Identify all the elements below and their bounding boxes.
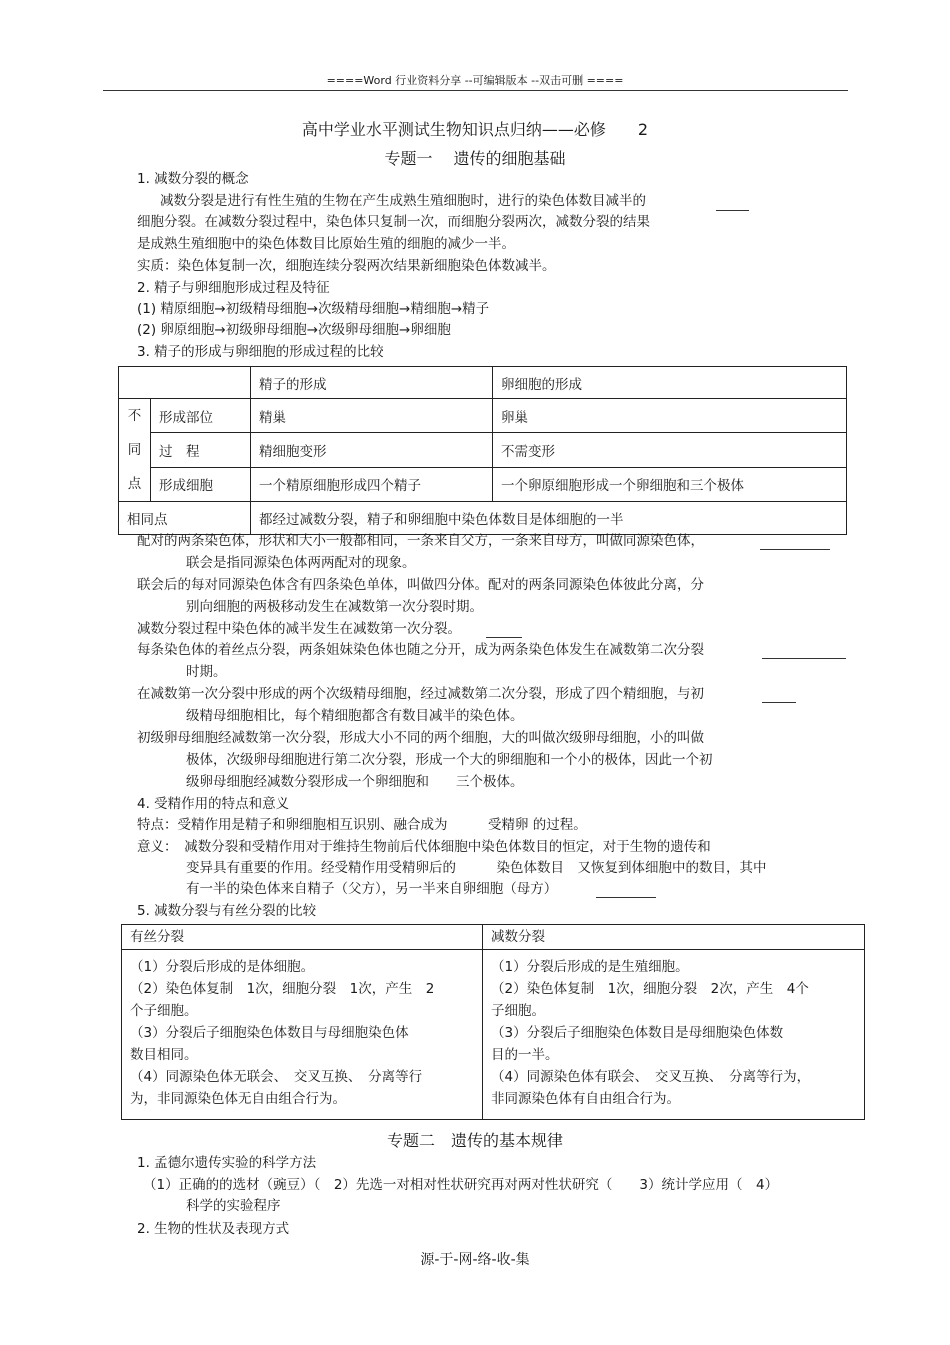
list-item: 目的一半。 [491,1047,559,1063]
paragraph-line: 别向细胞的两极移动发生在减数第一次分裂时期。 [186,599,483,615]
list-item: （2）染色体复制 1次，细胞分裂 2次，产生 4个 [491,981,809,997]
section-1-heading: 1. 减数分裂的概念 [137,171,249,187]
section-4-line-2: 意义： 减数分裂和受精作用对于维持生物前后代体细胞中染色体数目的恒定，对于生物的遗传和 [137,839,711,855]
same-text: 都经过减数分裂，精子和卵细胞中染色体数目是体细胞的一半 [251,502,847,535]
paragraph-line: 每条染色体的着丝点分裂，两条姐妹染色体也随之分开，成为两条染色体发生在减数第二次分裂 [137,642,704,658]
list-item: （2）染色体复制 1次，细胞分裂 1次，产生 2 [130,981,435,997]
list-item: （1）分裂后形成的是体细胞。 [130,959,315,975]
paragraph-line: 时期。 [186,664,227,680]
paragraph-line: 级卵母细胞经减数分裂形成一个卵细胞和 三个极体。 [186,774,524,790]
paragraph-line: 减数分裂过程中染色体的减半发生在减数第一次分裂。 [137,621,461,637]
section-4-line-1: 特点：受精作用是精子和卵细胞相互识别、融合成为 受精卵 的过程。 [137,817,587,833]
row-label: 形成部位 [151,399,251,433]
division-comparison-table [121,924,865,1120]
list-item: 子细胞。 [491,1003,545,1019]
section-5-heading: 5. 减数分裂与有丝分裂的比较 [137,903,317,919]
mitosis-cell [122,950,483,1120]
blank-underline [760,549,830,550]
list-item: 非同源染色体有自由组合行为。 [491,1091,680,1107]
section-1-line-3: 是成熟生殖细胞中的染色体数目比原始生殖的细胞的减少一半。 [137,236,515,252]
col-header-meiosis: 减数分裂 [483,925,865,950]
list-item: （4）同源染色体无联会、 交叉互换、 分离等行 [130,1069,423,1085]
section-2-line-1: (1) 精原细胞→初级精母细胞→次级精母细胞→精细胞→精子 [137,301,490,317]
section-1-line-2: 细胞分裂。在减数分裂过程中，染色体只复制一次，而细胞分裂两次，减数分裂的结果 [137,214,650,230]
table-corner-cell [119,367,251,399]
blank-underline [762,702,796,703]
section-2-line-2: (2) 卵原细胞→初级卵母细胞→次级卵母细胞→卵细胞 [137,322,451,338]
table-cell: 不需变形 [493,433,847,467]
topic-2-heading-2: 2. 生物的性状及表现方式 [137,1221,290,1237]
comparison-table [118,366,847,535]
col-header-sperm: 精子的形成 [251,367,493,399]
list-item: （3）分裂后子细胞染色体数目是母细胞染色体数 [491,1025,784,1041]
section-2-heading: 2. 精子与卵细胞形成过程及特征 [137,280,330,296]
table-cell: 一个卵原细胞形成一个卵细胞和三个极体 [493,467,847,501]
blank-underline [716,210,749,211]
page-header: ====Word 行业资料分享 --可编辑版本 --双击可删 ==== [326,74,624,87]
row-label: 过 程 [151,433,251,467]
topic-1-heading: 专题一 遗传的细胞基础 [384,149,566,168]
list-item: （3）分裂后子细胞染色体数目与母细胞染色体 [130,1025,409,1041]
list-item: 个子细胞。 [130,1003,198,1019]
diff-label-cell: 不 同 点 [119,399,151,502]
table-cell: 精巢 [251,399,493,433]
row-label: 形成细胞 [151,467,251,501]
blank-underline [486,637,522,638]
topic-2-line-1: （1）正确的的选材（豌豆）（ 2）先选一对相对性状研究再对两对性状研究（ 3）统计学应用（ 4） [143,1177,779,1193]
topic-2-heading: 专题二 遗传的基本规律 [386,1131,563,1150]
same-label: 相同点 [119,502,251,535]
paragraph-line: 在减数第一次分裂中形成的两个次级精母细胞，经过减数第二次分裂，形成了四个精细胞，与初 [137,686,704,702]
table-cell: 一个精原细胞形成四个精子 [251,467,493,501]
list-item: （1）分裂后形成的是生殖细胞。 [491,959,689,975]
col-header-mitosis: 有丝分裂 [122,925,483,950]
section-3-heading: 3. 精子的形成与卵细胞的形成过程的比较 [137,344,384,360]
section-4-heading: 4. 受精作用的特点和意义 [137,796,290,812]
section-4-line-4: 有一半的染色体来自精子（父方），另一半来自卵细胞（母方） [186,881,558,897]
paragraph-line: 初级卵母细胞经减数第一次分裂，形成大小不同的两个细胞，大的叫做次级卵母细胞，小的叫做 [137,730,704,746]
paragraph-line: 级精母细胞相比，每个精细胞都含有数目减半的染色体。 [186,708,524,724]
document-title: 高中学业水平测试生物知识点归纳——必修 2 [301,120,649,139]
paragraph-line: 极体，次级卵母细胞进行第二次分裂，形成一个大的卵细胞和一个小的极体，因此一个初 [186,752,713,768]
topic-2-heading-1: 1. 孟德尔遗传实验的科学方法 [137,1155,317,1171]
table-cell: 精细胞变形 [251,433,493,467]
paragraph-line: 联会是指同源染色体两两配对的现象。 [186,555,416,571]
blank-underline [762,658,846,659]
section-1-line-4: 实质：染色体复制一次，细胞连续分裂两次结果新细胞染色体数减半。 [137,258,556,274]
header-rule [103,90,848,91]
paragraph-line: 联会后的每对同源染色体含有四条染色单体，叫做四分体。配对的两条同源染色体彼此分离，分 [137,577,704,593]
list-item: 数目相同。 [130,1047,198,1063]
list-item: 为，非同源染色体无自由组合行为。 [130,1091,346,1107]
paragraph-line: 配对的两条染色体，形状和大小一般都相同，一条来自父方，一条来自母方，叫做同源染色体， [137,533,704,549]
blank-underline [596,897,656,898]
section-1-line-1: 减数分裂是进行有性生殖的生物在产生成熟生殖细胞时，进行的染色体数目减半的 [160,193,646,209]
table-cell: 卵巢 [493,399,847,433]
list-item: （4）同源染色体有联会、 交叉互换、 分离等行为， [491,1069,811,1085]
section-4-line-3: 变异具有重要的作用。经受精作用受精卵后的 染色体数目 又恢复到体细胞中的数目，其中 [186,860,767,876]
col-header-egg: 卵细胞的形成 [493,367,847,399]
page-footer: 源-于-网-络-收-集 [420,1252,530,1268]
topic-2-line-2: 科学的实验程序 [186,1198,281,1214]
meiosis-cell [483,950,865,1120]
